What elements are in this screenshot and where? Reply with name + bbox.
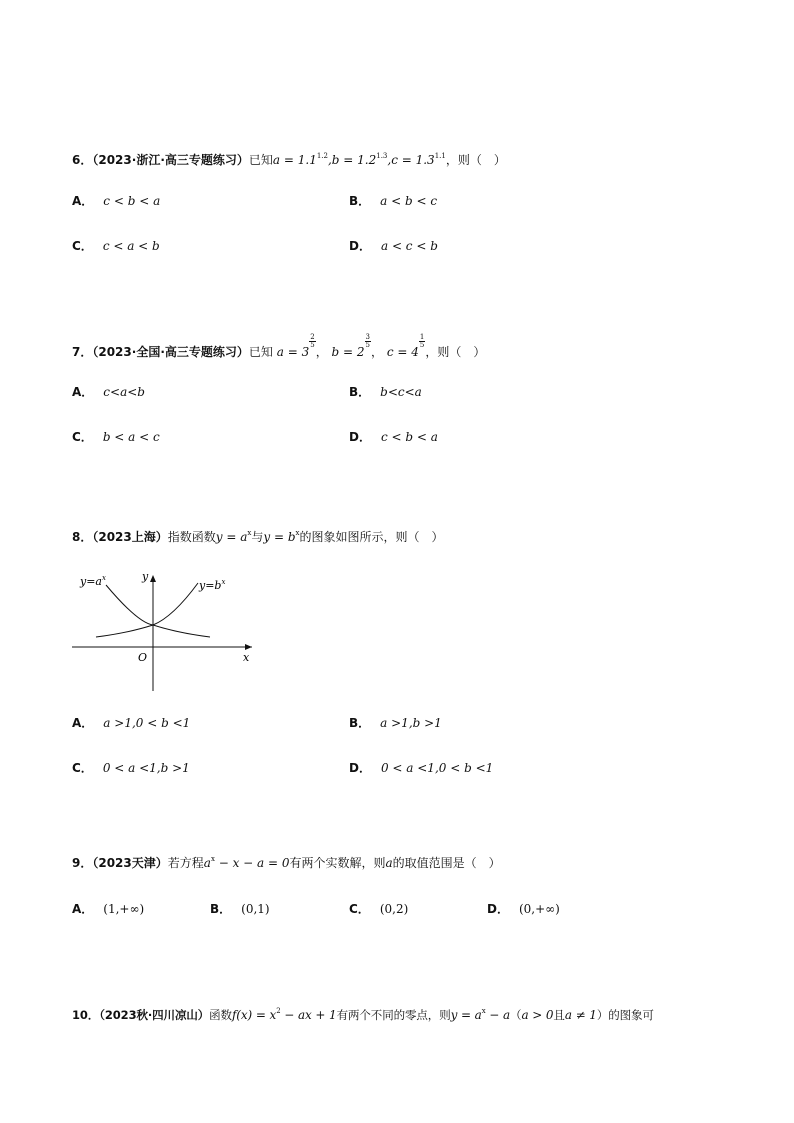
option-d[interactable] (487, 901, 560, 917)
math-c: ,c = 1.3 (387, 153, 435, 167)
option-text: b<c<a (380, 385, 422, 399)
math-c-exponent: 1.1 (434, 152, 446, 160)
option-text: b < a < c (102, 430, 160, 444)
option-text: 0 < a <1,0 < b <1 (380, 761, 494, 775)
stem-text: 且 (553, 1008, 565, 1022)
stem-text: （ (510, 1008, 522, 1022)
stem-text: 有两个不同的零点，则 (336, 1008, 451, 1022)
stem-text: 函数 (209, 1008, 232, 1022)
option-a[interactable] (72, 901, 144, 917)
question-source: （2023秋·四川凉山） (99, 1008, 210, 1022)
math-b: b = 2 (331, 345, 365, 359)
math-condition: a > 0 (521, 1008, 554, 1022)
question-source: （2023天津） (92, 856, 168, 870)
stem-text: 的图象如图所示，则（ ） (299, 530, 444, 544)
option-d[interactable] (349, 238, 438, 254)
separator: ， (315, 345, 328, 359)
stem-text: ，则（ ） (425, 345, 486, 359)
question-6-stem (72, 148, 506, 168)
option-text: (0,2) (379, 902, 409, 916)
math-f2: y = b (263, 530, 296, 544)
math-exponent: 2 (276, 1007, 281, 1015)
option-a[interactable] (72, 193, 160, 209)
origin-label: O (138, 651, 148, 664)
math-c: c = 4 (386, 345, 419, 359)
math-function-f-rest: − ax + 1 (280, 1008, 337, 1022)
option-c[interactable] (72, 238, 160, 254)
question-7-stem (72, 334, 485, 360)
math-a: a = 3 (276, 345, 310, 359)
math-equation: a (203, 856, 211, 870)
math-variable: a (385, 856, 393, 870)
math-exponent: x (481, 1007, 486, 1015)
option-d[interactable] (349, 429, 438, 445)
option-text: 0 < a <1,b >1 (102, 761, 190, 775)
exponent-fraction: $\frac{1}{5}$ (419, 333, 425, 349)
math-exponent: x (295, 529, 300, 537)
math-a-exponent: 1.2 (316, 152, 328, 160)
option-text: (0,1) (241, 902, 270, 916)
stem-text: 与 (251, 530, 264, 544)
question-number: 8． (72, 530, 93, 544)
option-label: B． (349, 194, 371, 208)
exponent-fraction: $\frac{3}{5}$ (365, 333, 370, 349)
stem-text: 的取值范围是（ ） (392, 856, 501, 870)
label-y-b-x: $y=b^x$ (199, 578, 226, 592)
option-label: B． (210, 902, 232, 916)
option-text: c < a < b (102, 239, 160, 253)
stem-text: ） (596, 1008, 609, 1022)
question-number: 9． (72, 856, 93, 870)
option-label: C． (72, 239, 93, 253)
math-f1: y = a (215, 530, 248, 544)
math-function-g-rest: − a (485, 1008, 511, 1022)
option-text: a < c < b (380, 239, 438, 253)
stem-text: 的图象可 (608, 1008, 654, 1022)
option-label: C． (349, 902, 370, 916)
option-c[interactable] (349, 901, 408, 917)
x-axis-label: x (243, 651, 250, 664)
stem-text: 已知 (248, 153, 273, 167)
option-c[interactable] (72, 429, 160, 445)
label-y-a-x: $y=a^x$ (80, 574, 106, 588)
question-10-stem (72, 1003, 654, 1023)
exponent-fraction: $\frac{2}{5}$ (310, 333, 315, 349)
stem-text: 指数函数 (167, 530, 216, 544)
option-b[interactable] (349, 715, 442, 731)
math-condition: a ≠ 1 (564, 1008, 597, 1022)
option-text: c < b < a (103, 194, 161, 208)
option-b[interactable] (349, 384, 422, 400)
option-label: A． (72, 194, 94, 208)
math-b: ,b = 1.2 (327, 153, 377, 167)
math-equation-rest: − x − a = 0 (214, 856, 290, 870)
math-exponent: x (210, 855, 215, 863)
question-8-stem (72, 525, 444, 545)
option-text: c < b < a (380, 430, 438, 444)
question-number: 6． (72, 153, 93, 167)
question-number: 7． (72, 345, 93, 359)
option-label: A． (72, 385, 94, 399)
question-number: 10． (72, 1008, 100, 1022)
option-label: D． (349, 761, 371, 775)
option-text: (0,+∞) (518, 902, 560, 916)
option-label: B． (349, 385, 371, 399)
option-label: D． (349, 239, 371, 253)
y-axis-arrow (150, 575, 156, 582)
option-label: D． (487, 902, 509, 916)
curve-y-a-x (106, 585, 210, 637)
option-d[interactable] (349, 760, 493, 776)
math-function-f: f(x) = x (231, 1008, 277, 1022)
option-c[interactable] (72, 760, 190, 776)
option-label: D． (349, 430, 371, 444)
math-a: a = 1.1 (272, 153, 317, 167)
option-b[interactable] (349, 193, 437, 209)
option-label: A． (72, 716, 94, 730)
question-source: （2023·全国·高三专题练习） (92, 345, 249, 359)
option-text: a < b < c (380, 194, 438, 208)
question-source: （2023上海） (92, 530, 168, 544)
option-label: A． (72, 902, 94, 916)
stem-text: 有两个实数解，则 (289, 856, 386, 870)
math-exponent: x (247, 529, 252, 537)
option-label: C． (72, 761, 93, 775)
option-text: (1,+∞) (103, 902, 145, 916)
option-a[interactable] (72, 715, 190, 731)
option-label: B． (349, 716, 371, 730)
x-axis-arrow (245, 644, 252, 650)
option-a[interactable] (72, 384, 145, 400)
option-text: a >1,b >1 (380, 716, 442, 730)
option-text: a >1,0 < b <1 (103, 716, 191, 730)
question-source: （2023·浙江·高三专题练习） (92, 153, 249, 167)
stem-text: 已知 (248, 345, 273, 359)
option-label: C． (72, 430, 93, 444)
exponential-graph (68, 565, 258, 695)
question-9-stem (72, 851, 501, 871)
stem-text: ，则（ ） (445, 153, 506, 167)
y-axis-label: y (142, 570, 149, 583)
separator: ， (371, 345, 384, 359)
option-text: c<a<b (103, 385, 145, 399)
option-b[interactable] (210, 901, 270, 917)
stem-text: 若方程 (167, 856, 204, 870)
math-function-g: y = a (450, 1008, 482, 1022)
math-b-exponent: 1.3 (376, 152, 388, 160)
